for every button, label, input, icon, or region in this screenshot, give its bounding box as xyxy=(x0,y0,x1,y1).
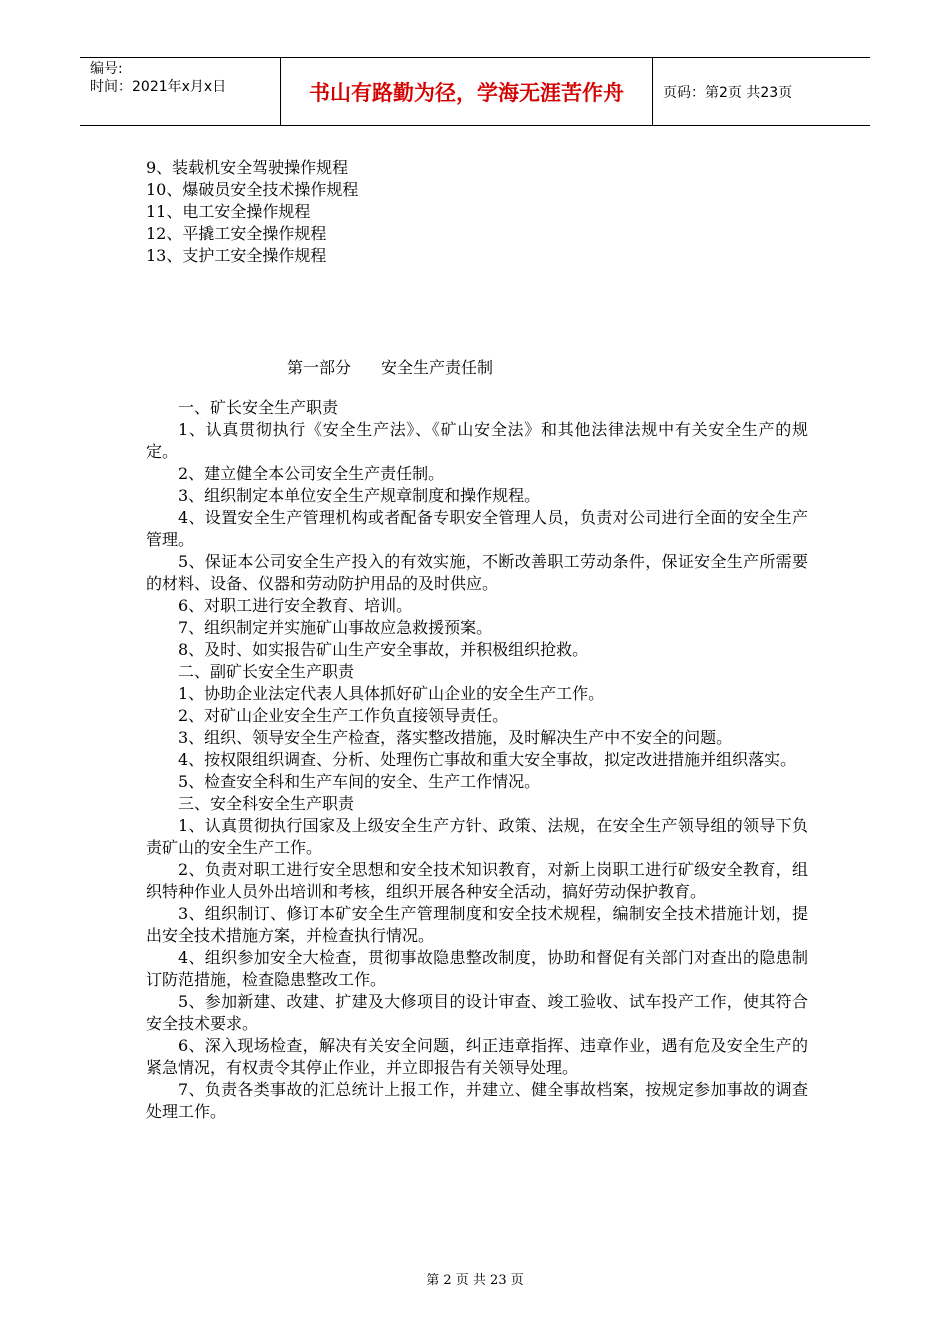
paragraph: 5、参加新建、改建、扩建及大修项目的设计审查、竣工验收、试车投产工作，使其符合安全技术要求。 xyxy=(146,992,808,1033)
paragraph: 7、负责各类事故的汇总统计上报工作，并建立、健全事故档案，按规定参加事故的调查处理工作。 xyxy=(146,1080,808,1121)
paragraph: 5、保证本公司安全生产投入的有效实施，不断改善职工劳动条件，保证安全生产所需要的材料、设备、仪器和劳动防护用品的及时供应。 xyxy=(146,552,808,593)
section-name: 安全生产责任制 xyxy=(381,358,494,377)
paragraph: 4、按权限组织调查、分析、处理伤亡事故和重大安全事故，拟定改进措施并组织落实。 xyxy=(178,750,797,769)
paragraph: 2、负责对职工进行安全思想和安全技术知识教育，对新上岗职工进行矿级安全教育，组织特种作业人员外出培训和考核，组织开展各种安全活动，搞好劳动保护教育。 xyxy=(146,860,808,901)
toc-list xyxy=(146,157,358,267)
section-part: 第一部分 xyxy=(287,358,352,377)
toc-item: 12、平撬工安全操作规程 xyxy=(146,224,327,243)
paragraph: 1、认真贯彻执行国家及上级安全生产方针、政策、法规，在安全生产领导组的领导下负责矿山的安全生产工作。 xyxy=(146,816,808,857)
paragraph: 6、深入现场检查，解决有关安全问题，纠正违章指挥、违章作业，遇有危及安全生产的紧急情况，有权责令其停止作业，并立即报告有关领导处理。 xyxy=(146,1036,808,1077)
toc-item: 13、支护工安全操作规程 xyxy=(146,246,327,265)
header-page-info: 页码：第2页 共23页 xyxy=(663,84,793,101)
paragraph: 2、建立健全本公司安全生产责任制。 xyxy=(178,464,445,483)
paragraph: 5、检查安全科和生产车间的安全、生产工作情况。 xyxy=(178,772,541,791)
paragraph: 8、及时、如实报告矿山生产安全事故，并积极组织抢救。 xyxy=(178,640,589,659)
paragraph: 6、对职工进行安全教育、培训。 xyxy=(178,596,413,615)
toc-item: 10、爆破员安全技术操作规程 xyxy=(146,180,359,199)
page-header xyxy=(80,57,870,126)
paragraph: 1、协助企业法定代表人具体抓好矿山企业的安全生产工作。 xyxy=(178,684,605,703)
toc-item: 11、电工安全操作规程 xyxy=(146,202,311,221)
document-number-label: 编号: xyxy=(90,61,123,77)
toc-item: 9、装载机安全驾驶操作规程 xyxy=(146,158,349,177)
paragraph: 3、组织制定本单位安全生产规章制度和操作规程。 xyxy=(178,486,541,505)
paragraph: 7、组织制定并实施矿山事故应急救援预案。 xyxy=(178,618,493,637)
header-meta xyxy=(80,58,281,125)
paragraph: 3、组织制订、修订本矿安全生产管理制度和安全技术规程，编制安全技术措施计划，提出安全技术措施方案，并检查执行情况。 xyxy=(146,904,808,945)
page-footer: 第 2 页 共 23 页 xyxy=(426,1273,524,1288)
heading-paragraph: 一、矿长安全生产职责 xyxy=(178,398,339,417)
section-title xyxy=(287,355,493,378)
paragraph: 2、对矿山企业安全生产工作负直接领导责任。 xyxy=(178,706,509,725)
paragraph: 4、组织参加安全大检查，贯彻事故隐患整改制度，协助和督促有关部门对查出的隐患制订防范措施，检查隐患整改工作。 xyxy=(146,948,808,989)
heading-paragraph: 三、安全科安全生产职责 xyxy=(178,794,355,813)
document-time: 时间：2021年x月x日 xyxy=(90,79,227,95)
paragraph: 4、设置安全生产管理机构或者配备专职安全管理人员，负责对公司进行全面的安全生产管理。 xyxy=(146,508,808,549)
paragraph: 1、认真贯彻执行《安全生产法》、《矿山安全法》和其他法律法规中有关安全生产的规定。 xyxy=(146,420,808,461)
document-body xyxy=(146,397,808,1123)
header-motto: 书山有路勤为径，学海无涯苦作舟 xyxy=(281,58,653,125)
paragraph: 3、组织、领导安全生产检查，落实整改措施，及时解决生产中不安全的问题。 xyxy=(178,728,733,747)
heading-paragraph: 二、副矿长安全生产职责 xyxy=(178,662,355,681)
